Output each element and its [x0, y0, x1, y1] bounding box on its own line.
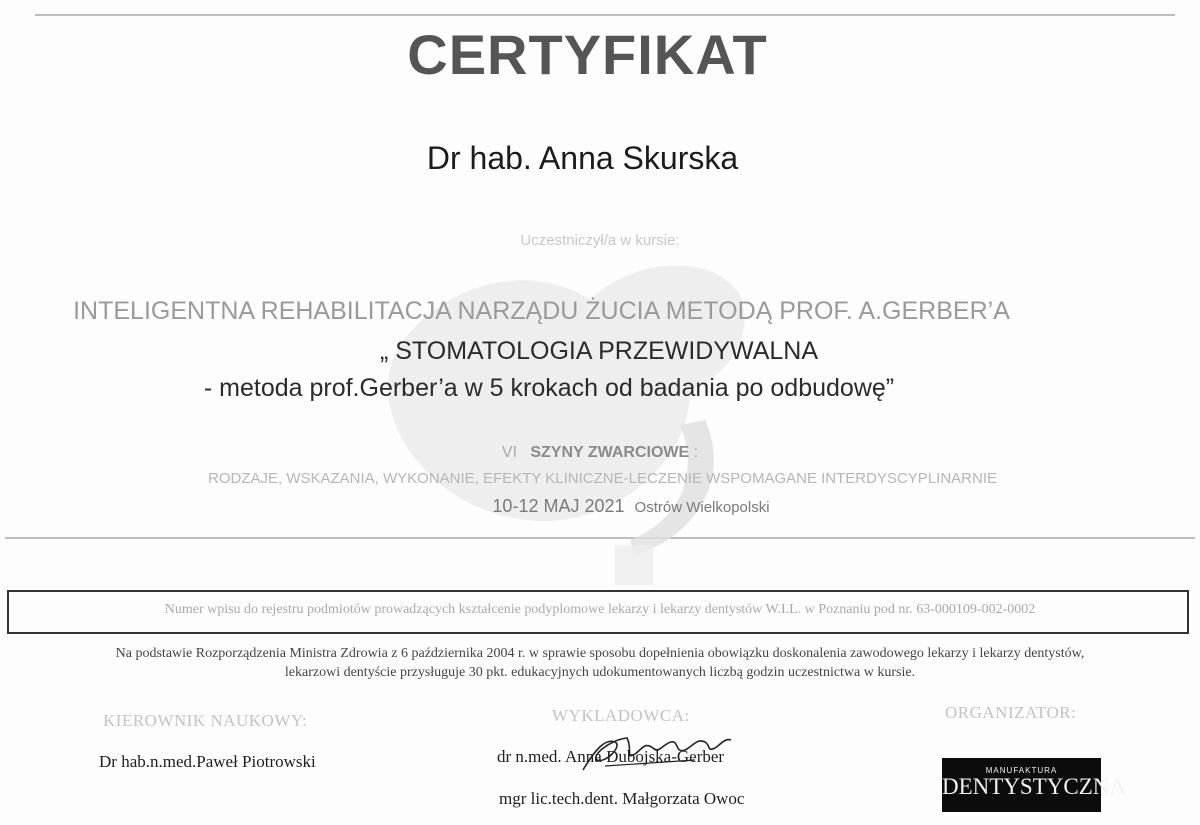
organizer-logo	[942, 758, 1126, 812]
logo-main-text: DENTYSTYCZNA	[942, 774, 1126, 799]
course-date-location	[0, 496, 1200, 517]
logo-top-text: MANUFAKTURA	[985, 766, 1058, 775]
scientific-head-label: KIEROWNIK NAUKOWY:	[103, 711, 308, 730]
lecturer-signature	[575, 720, 735, 780]
scientific-head-name: Dr hab.n.med.Paweł Piotrowski	[99, 752, 316, 771]
module-suffix: :	[693, 444, 699, 461]
regulation-text-line-2: lekarzowi dentyście przysługuje 30 pkt. edukacyjnych udokumentowanych liczbą godzin uczestnictwa w kursie.	[284, 665, 916, 680]
attended-label: Uczestniczył/a w kursie:	[520, 232, 680, 249]
top-rule	[35, 14, 1175, 16]
certificate-title: CERTYFIKAT	[407, 23, 768, 86]
lecturer-name-2: mgr lic.tech.dent. Małgorzata Owoc	[499, 789, 745, 808]
lecturer-label: WYKLADOWCA:	[552, 706, 690, 725]
module-heading	[0, 444, 1200, 462]
course-title-line-2: „ STOMATOLOGIA PRZEWIDYWALNA	[379, 337, 819, 365]
participant-name: Dr hab. Anna Skurska	[426, 140, 739, 176]
registry-number-text: Numer wpisu do rejestru podmiotów prowadzących kształcenie podyplomowe lekarzy i lekarzy dentystów W.I.L. w Poznaniu pod nr. 63-000109-002-0002	[164, 602, 1036, 617]
regulation-text-line-1: Na podstawie Rozporządzenia Ministra Zdrowia z 6 października 2004 r. w sprawie sposobu dopełnienia obowiązku doskonalenia zawodowego lekarzy i lekarzy dentystów,	[115, 646, 1085, 661]
module-number: VI	[501, 444, 518, 461]
lecturer-name-1: dr n.med. Anna Dubojska-Gerber	[497, 747, 725, 766]
module-name: SZYNY ZWARCIOWE	[530, 444, 690, 461]
course-date: 10-12 MAJ 2021	[492, 496, 625, 516]
organizer-label: ORGANIZATOR:	[945, 703, 1077, 722]
course-location: Ostrów Wielkopolski	[634, 499, 770, 516]
module-topics: RODZAJE, WSKAZANIA, WYKONANIE, EFEKTY KLINICZNE-LECZENIE WSPOMAGANE INTERDYSCYPLINARNIE	[207, 470, 998, 487]
course-title-line-3: - metoda prof.Gerber’a w 5 krokach od badania po odbudowę”	[203, 374, 895, 402]
course-title-line-1: INTELIGENTNA REHABILITACJA NARZĄDU ŻUCIA METODĄ PROF. A.GERBER’A	[73, 297, 1010, 325]
